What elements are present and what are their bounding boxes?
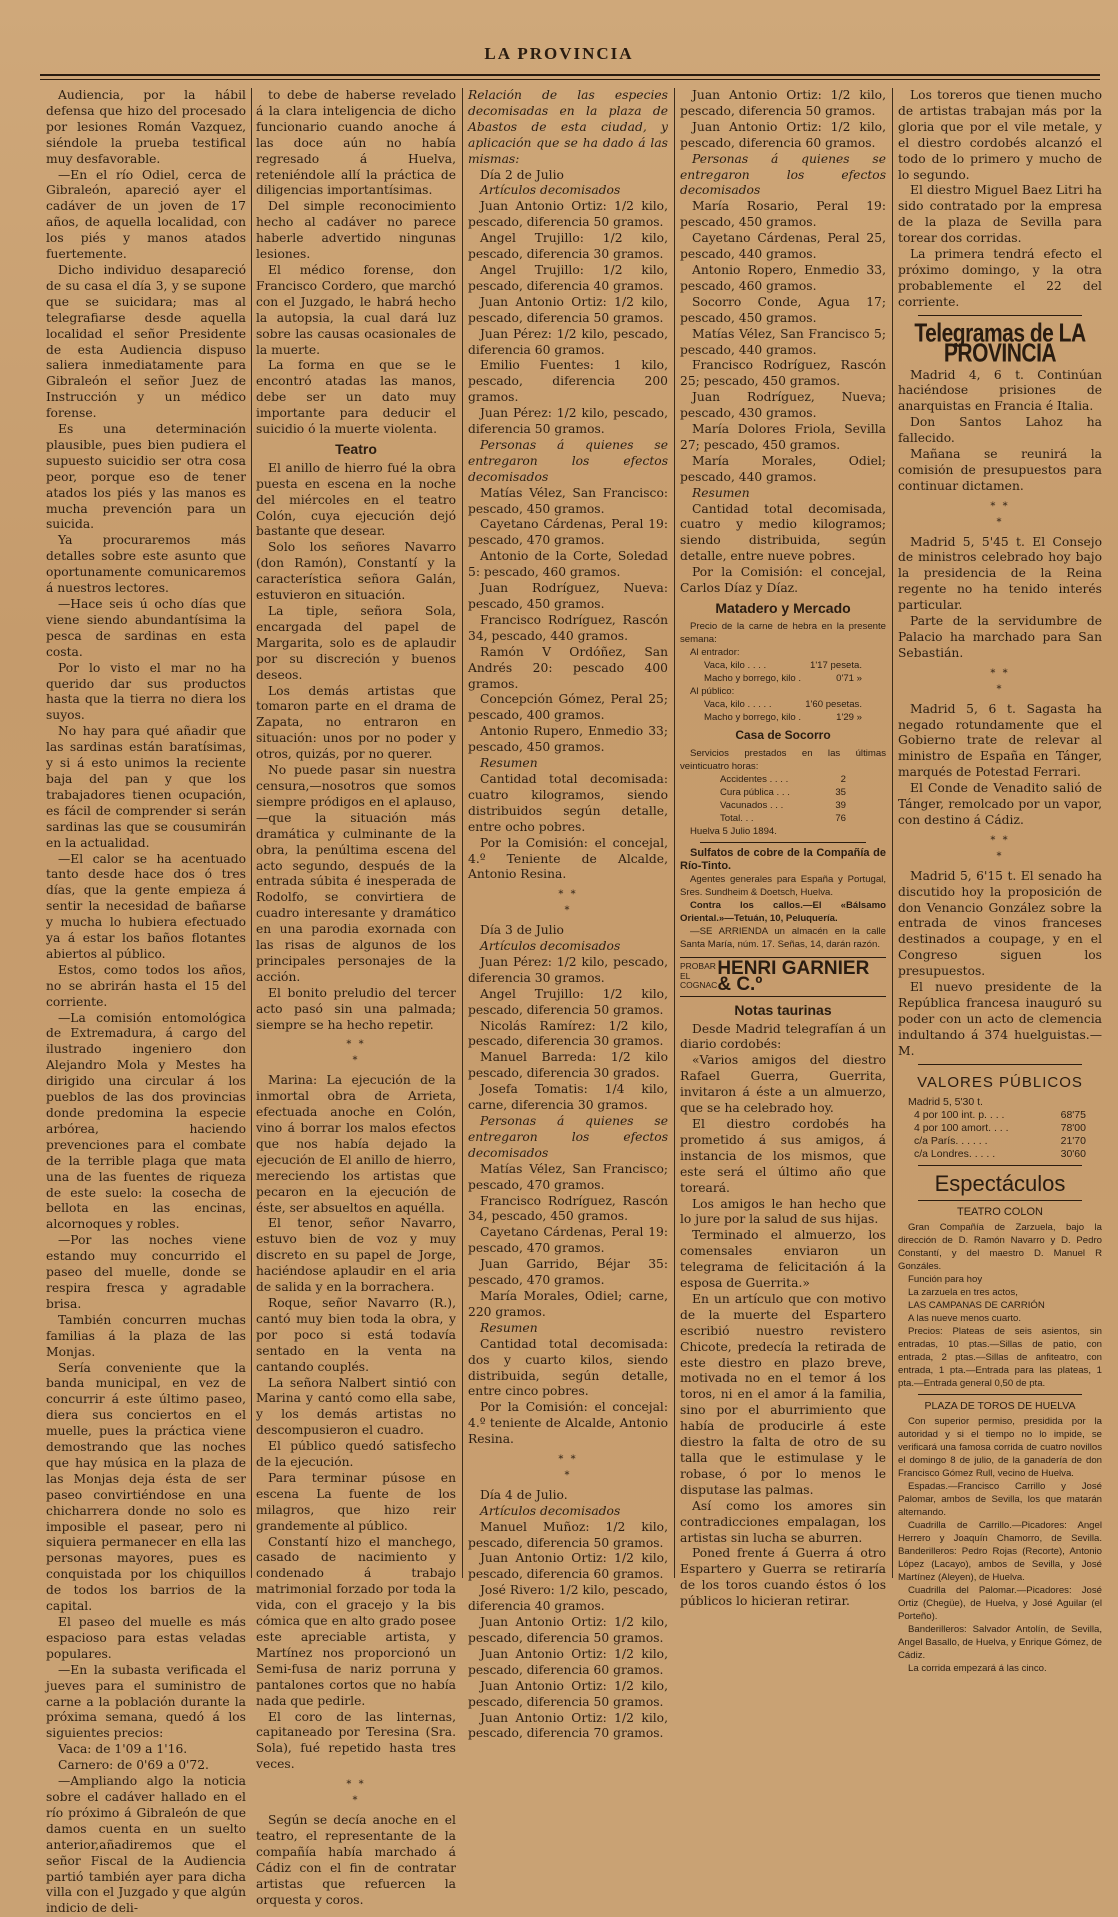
matadero-intro: Precio de la carne de hebra en la presente semana: [680, 620, 886, 645]
paragraph: —En la subasta verificada el jueves para el suministro de carne a la población durante la próxima semana, quedó á los siguientes precios: [46, 1662, 246, 1741]
list-item: Juan Pérez: 1/2 kilo, pescado, diferencia 60 gramos. [468, 326, 668, 357]
list-item: Francisco Rodríguez, Rascón 25; pescado, 450 gramos. [680, 358, 886, 389]
list-item: María Dolores Friola, Sevilla 27; pescado, 450 gramos. [680, 422, 886, 452]
paragraph: No hay para qué añadir que las sardinas están baratísimas, y si á esto unimos la reciente baja del pan y que los trabajadores tienen ocupación, es fácil de comprender si serán sardinas las que se cousumirán en la actualidad. [46, 724, 246, 850]
list-item: María Morales, Odiel; carne, 220 gramos. [468, 1288, 668, 1319]
list-item: Angel Trujillo: 1/2 kilo, pescado, diferencia 30 gramos. [468, 231, 668, 262]
row-value: 35 [835, 786, 846, 798]
divider [918, 1165, 1082, 1166]
paragraph: En un artículo que con motivo de la muerte del Espartero escribió nuestro revistero Chicote, predecía la retirada de este diestro en plazo breve, motivada no en el temor á los toros, ni en el amor á la familia, sino por el aburrimiento que había de producirle á este diestro la falta de otro de su talla que le estimulase y le robase, ó por lo menos le disputase las palmas. [680, 1291, 886, 1497]
socorro-intro: Servicios prestados en las últimas veinticuatro horas: [680, 747, 886, 772]
table-row [914, 1135, 1086, 1148]
paragraph: Del simple reconocimiento hecho al cadáver no parece haberle advertido ningunas lesiones. [256, 199, 456, 262]
article-marina [256, 1073, 456, 1773]
row-value: 39 [835, 799, 846, 811]
subheading: Personas á quienes se entregaron los efectos decomisados [680, 151, 886, 198]
row-label: Cura pública . . . [720, 786, 790, 798]
paragraph: Cuadrilla de Carrillo.—Picadores: Angel Herrero y Joaquín Chamorro, de Sevilla. Banderilleros: Pedro Rojas (Recorte), Antonio López (Lacayo), ambos de Sevilla, y José Martínez (Aleyen), de Huelva. [898, 1520, 1102, 1584]
list-item: Juan Antonio Ortiz: 1/2 kilo, pescado, diferencia 50 gramos. [468, 1678, 668, 1709]
valores-date: Madrid 5, 5'30 t. [908, 1096, 983, 1109]
row-label: 4 por 100 amort. . . . [914, 1122, 1009, 1135]
row-label: c/a Londres. . . . . [914, 1148, 996, 1161]
subheading: Resumen [692, 485, 750, 500]
list-item: José Rivero: 1/2 kilo, pescado, diferencia 40 gramos. [468, 1583, 668, 1614]
article-compania [256, 1813, 456, 1908]
paragraph: Carnero: de 0'69 a 0'72. [58, 1758, 209, 1773]
paragraph: —Por las noches viene estando muy concurrido el paseo del muelle, donde se respira fresca y agradable brisa. [46, 1233, 246, 1311]
subheading: Resumen [480, 756, 538, 771]
paragraph: El paseo del muelle es más espacioso para estas veladas populares. [46, 1615, 246, 1661]
list-item: Juan Antonio Ortiz: 1/2 kilo, pescado, diferencia 50 gramos. [468, 294, 668, 325]
list-item: Manuel Barreda: 1/2 kilo pescado, diferencia 30 grados. [468, 1050, 668, 1081]
column-2 [256, 88, 456, 1907]
paragraph: Marina: La ejecución de la inmortal obra de Arrieta, efectuada anoche en Colón, vino á borrar los malos efectos que nos había dejado la ejecución de El anillo de hierro, mereciendo los artistas que pecaron en la ejecución de éste, ser absueltos en aquélla. [256, 1073, 456, 1215]
section-heading-telegramas: Telegramas de LA PROVINCIA [914, 318, 1086, 368]
row-label: Vaca, kilo . . . . [704, 659, 767, 671]
teatro-colon-block [898, 1221, 1102, 1390]
masthead: LA PROVINCIA [484, 44, 634, 63]
section-heading-valores: VALORES PÚBLICOS [917, 1073, 1083, 1091]
signature: Por la Comisión: el concejal, Carlos Díaz y Díaz. [680, 565, 886, 596]
list-item: Antonio de la Corte, Soledad 5: pescado, 460 gramos. [468, 549, 668, 580]
socorro-total [680, 812, 886, 825]
table-row [720, 799, 846, 812]
paragraph: Terminado el almuerzo, los comensales enviaron un telegrama de felicitación á la esposa de Guerrita.» [680, 1228, 886, 1291]
separator-asterisks: * * * [990, 667, 1010, 695]
paragraph: —La comisión entomológica de Extremadura, á cargo del ilustrado ingeniero don Alejandro Mola y Mestes ha dirigido una circular á los pueblos de las dos provincias donde predomina la especie arbórea, haciendo prevenciones para el combate de la terrible plaga que mata una de las fuentes de riqueza de este suelo: la cosecha de bellota en las encinas, alcornoques y robles. [46, 1010, 246, 1232]
paragraph: El médico forense, don Francisco Cordero, que marchó con el Juzgado, le habrá hecho la autopsia, la cual dará luz sobre las causas ocasionales de la muerte. [256, 262, 456, 357]
list-item: Matías Vélez, San Francisco: pescado, 450 gramos. [468, 485, 668, 516]
list [680, 199, 886, 485]
summary: Cantidad total decomisada, cuatro y medio kilogramos; siendo distribuida, según detalle, entre nueve pobres. [680, 501, 886, 564]
row-label: c/a París. . . . . . [914, 1135, 988, 1148]
list [468, 1162, 668, 1321]
signature: Por la Comisión: el concejal, 4.º Teniente de Alcalde, Antonio Resina. [468, 835, 668, 882]
row-value: 78'00 [1060, 1122, 1086, 1135]
summary: Cantidad total decomisada: dos y cuarto kilos, siendo distribuida, según detalle, entre cinco pobres. [468, 1336, 668, 1399]
row-value: 0'71 » [836, 672, 862, 684]
paragraph: El tenor, señor Navarro, estuvo bien de voz y muy discreto en su papel de Jorge, haciéndose aplaudir en el aria de salida y en la borrachera. [256, 1216, 456, 1295]
subheading: Resumen [480, 1320, 538, 1335]
separator-asterisks: * * * [558, 1454, 578, 1481]
article-juzgado [256, 88, 456, 438]
section-heading-matadero: Matadero y Mercado [715, 600, 851, 616]
list-item: Emilio Fuentes: 1 kilo, pescado, diferencia 200 gramos. [468, 358, 668, 405]
paragraph: Función para hoy [908, 1274, 983, 1286]
ad-arrienda: —SE ARRIENDA un almacén en la calle Santa María, núm. 17. Señas, 14, darán razón. [680, 925, 886, 950]
paragraph: La primera tendrá efecto el próximo domingo, y la otra probablemente el 22 del corriente. [898, 247, 1102, 309]
separator-asterisks: * * * [558, 889, 578, 917]
telegram-3 [898, 702, 1102, 829]
list-item: Juan Pérez: 1/2 kilo, pescado, diferencia 50 gramos. [468, 406, 668, 437]
divider [918, 1394, 1082, 1395]
table-row [704, 698, 862, 711]
paragraph: Madrid 4, 6 t. Continúan haciéndose prisiones de anarquistas en Francia é Italia. [898, 367, 1102, 414]
article-toreros [898, 88, 1102, 311]
table-row [704, 659, 862, 672]
day-heading: Día 3 de Julio [480, 923, 564, 938]
paragraph: Los demás artistas que tomaron parte en el drama de Zapata, no entraron en situación: unos por no poder y otros, quizás, por no querer. [256, 683, 456, 762]
valores-table [898, 1109, 1102, 1161]
paragraph: La forma en que se le encontró atadas las manos, debe ser un dato muy importante para deducir el suicidio ó la muerte violenta. [256, 358, 456, 437]
paragraph: No puede pasar sin nuestra censura,—nosotros que somos siempre pródigos en el aplauso,—que la situación más dramática y culminante de la obra, la penúltima escena del acto segundo, después de la entrada súbita é inesperada de Rodolfo, se convirtiera de cuadro interesante y dramático en una parodia exornada con las risas de algunos de los principales personajes de la acción. [256, 763, 456, 984]
list-item: Cayetano Cárdenas, Peral 19: pescado, 470 gramos. [468, 517, 668, 548]
paragraph: Cuadrilla del Palomar.—Picadores: José Ortiz (Chegüe), de Huelva, y José Aguilar (el Porteño). [898, 1585, 1102, 1623]
row-value: 1'17 peseta. [810, 659, 862, 671]
paragraph: Vaca: de 1'09 a 1'16. [58, 1742, 188, 1757]
table-row [720, 773, 846, 786]
list-item: Manuel Muñoz: 1/2 kilo, pescado, diferencia 50 gramos. [468, 1519, 668, 1550]
paragraph: Para terminar púsose en escena La fuente de los milagros, que hizo reir grandemente al público. [256, 1470, 456, 1533]
paragraph: El nuevo presidente de la República francesa inauguró su poder con un acto de clemencia indultando á 374 huelguistas.—M. [898, 980, 1102, 1058]
row-value: 1'60 pesetas. [805, 698, 862, 710]
list-item: Nicolás Ramírez: 1/2 kilo, pescado, diferencia 30 gramos. [468, 1018, 668, 1049]
top-rule-thin [40, 79, 1100, 80]
row-value: 2 [840, 773, 846, 785]
paragraph: Es una determinación plausible, pues bien pudiera el supuesto suicidio ser otra cosa peor, porque eso de tener atados los piés y las manos es mucha prevención para un suicida. [46, 422, 246, 532]
paragraph: Banderilleros: Salvador Antolín, de Sevilla, Angel Basallo, de Huelva, y Enrique Gómez, de Cádiz. [898, 1624, 1102, 1662]
price-table [680, 659, 886, 685]
list-item: Antonio Rupero, Enmedio 33; pescado, 450 gramos. [468, 724, 668, 755]
list-item: Angel Trujillo: 1/2 kilo, pescado, diferencia 50 gramos. [468, 986, 668, 1017]
row-value: 68'75 [1060, 1109, 1086, 1122]
day-heading: Día 4 de Julio. [480, 1487, 568, 1502]
teatro-colon-heading: TEATRO COLON [957, 1206, 1043, 1219]
summary: Cantidad total decomisada: cuatro kilogramos, siendo distribuidos según detalle, entre ocho pobres. [468, 771, 668, 834]
paragraph: Así como los amores sin contradicciones empalagan, los artistas sin lucha se aburren. [680, 1498, 886, 1545]
row-value: 30'60 [1060, 1148, 1086, 1161]
table-row [704, 672, 862, 685]
list-item: Juan Rodríguez, Nueva; pescado, 430 gramos. [680, 390, 886, 421]
list-item: Juan Antonio Ortiz: 1/2 kilo, pescado, diferencia 50 gramos. [468, 1615, 668, 1645]
paragraph: Madrid 5, 5'45 t. El Consejo de ministros celebrado hoy bajo la presidencia de la Reina regente no ha tenido interés particular. [898, 534, 1102, 613]
section-heading-socorro: Casa de Socorro [735, 727, 831, 742]
paragraph: Los toreros que tienen mucho de artistas trabajan más por la gloria que por el vile metale, y el diestro cordobés alcanzó el todo de lo primero y mucho de lo segundo. [898, 88, 1102, 182]
separator-asterisks: * * * [990, 834, 1010, 862]
subheading: Artículos decomisados [480, 183, 621, 198]
list-item: Cayetano Cárdenas, Peral 19: pescado, 470 gramos. [468, 1225, 668, 1256]
paragraph: Parte de la servidumbre de Palacio ha marchado para San Sebastián. [898, 614, 1102, 660]
separator-asterisks: * * * [346, 1039, 366, 1067]
paragraph: Gran Compañía de Zarzuela, bajo la dirección de D. Ramón Navarro y D. Pedro Constantí, y del maestro D. Manuel R Gonzáles. [898, 1222, 1102, 1273]
paragraph: Poned frente á Guerra á otro Espartero y Guerra se retiraría de los toros cuando éstos ó los públicos lo hicieran retirar. [680, 1546, 886, 1609]
paragraph: Desde Madrid telegrafían á un diario cordobés: [680, 1021, 886, 1052]
paragraph: Mañana se reunirá la comisión de presupuestos para continuar dictamen. [898, 447, 1102, 493]
paragraph: La zarzuela en tres actos, [908, 1287, 1018, 1299]
ad-cognac-brand: HENRI GARNIER & C.º [717, 957, 870, 995]
list-item: Matías Vélez, San Francisco; pescado, 470 gramos. [468, 1161, 668, 1192]
section-heading-teatro: Teatro [335, 440, 377, 457]
ad-agentes: Agentes generales para España y Portugal, Sres. Sundheim & Doetsch, Huelva. [680, 873, 886, 898]
list-item: Matías Vélez, San Francisco 5; pescado, 440 gramos. [680, 326, 886, 357]
list-item: Angel Trujillo: 1/2 kilo, pescado, diferencia 40 gramos. [468, 262, 668, 293]
list-item: María Rosario, Peral 19: pescado, 450 gramos. [680, 199, 886, 230]
row-value: 21'70 [1060, 1135, 1086, 1148]
paragraph: «Varios amigos del diestro Rafael Guerra, Guerrita, invitaron á éste a un almuerzo, que se ha celebrado hoy. [680, 1053, 886, 1116]
list-item: Concepción Gómez, Peral 25; pescado, 400 gramos. [468, 692, 668, 723]
paragraph: Solo los señores Navarro (don Ramón), Constantí y la característica señora Galán, estuvieron en situación. [256, 540, 456, 603]
list-item: Socorro Conde, Agua 17; pescado, 450 gramos. [680, 294, 886, 325]
paragraph: Ya procuraremos más detalles sobre este asunto que oportunamente comunicaremos á nuestros lectores. [46, 533, 246, 596]
relacion-title: Relación de las especies decomisadas en la plaza de Abastos de esta ciudad, y aplicación que se ha dado á las mismas: [468, 88, 668, 166]
list-item: Antonio Ropero, Enmedio 33, pescado, 460 gramos. [680, 262, 886, 293]
list [468, 486, 668, 756]
row-label: Vacunados . . . [720, 799, 784, 811]
paragraph: Don Santos Lahoz ha fallecido. [898, 415, 1102, 446]
subheading: Artículos decomisados [480, 1503, 621, 1518]
list-item: Juan Rodríguez, Nueva: pescado, 450 gramos. [468, 581, 668, 611]
paragraph: Madrid 5, 6'15 t. El senado ha discutido hoy la proposición de don Venancio González sobre la entrada de vinos franceses destinados a coupage, y en el Congreso siguen los presupuestos. [898, 868, 1102, 979]
paragraph: El bonito preludio del tercer acto pasó sin una palmada; siempre se ha hecho repetir. [256, 985, 456, 1032]
divider [918, 1200, 1082, 1201]
column-divider [892, 88, 893, 1578]
paragraph: El anillo de hierro fué la obra puesta en escena en la noche del miércoles en el teatro Colón, cuya ejecución dejó bastante que desear. [256, 460, 456, 539]
matadero-block [680, 620, 886, 724]
row-value: 1'29 » [836, 711, 862, 723]
list-item: Josefa Tomatis: 1/4 kilo, carne, diferencia 30 gramos. [468, 1082, 668, 1113]
paragraph: El diestro cordobés ha prometido á sus amigos, á instancia de los mismos, que este será el último año que toreará. [680, 1116, 886, 1195]
list [468, 1520, 668, 1743]
matadero-entrador: Al entrador: [690, 646, 740, 658]
list-item: Cayetano Cárdenas, Peral 25, pescado, 440 gramos. [680, 231, 886, 262]
paragraph: —El calor se ha acentuado tanto desde hace dos ó tres días, que la gente empieza á sentir la necesidad de bañarse y mucha lo hubiera efectuado ya á estar los baños flotantes abiertos al público. [46, 851, 246, 961]
signature: Por la Comisión: el concejal: 4.º teniente de Alcalde, Antonio Resina. [468, 1400, 668, 1447]
list-item: Juan Antonio Ortiz: 1/2 kilo, pescado, diferencia 50 gramos. [468, 199, 668, 230]
list-item: Juan Pérez: 1/2 kilo, pescado, diferencia 30 gramos. [468, 954, 668, 985]
top-rule [40, 74, 1100, 76]
subheading: Artículos decomisados [480, 939, 621, 954]
ad-cognac [680, 957, 886, 997]
paragraph: Dicho individuo desapareció de su casa el día 3, y se supone que se suicidara; mas al telegrafiarse desde aquella localidad el señor Presidente de esta Audiencia dispuso saliera inmediatamente para Gibraleón el señor Juez de Instrucción y un médico forense. [46, 262, 246, 421]
list [680, 88, 886, 152]
row-label: Vaca, kilo . . . . . [704, 698, 772, 710]
paragraph: La tiple, señora Sola, encargada del papel de Margarita, solo es de aplaudir por su discreción y buenos deseos. [256, 604, 456, 682]
paragraph: A las nueve menos cuarto. [908, 1313, 1022, 1325]
section-heading-taurinas: Notas taurinas [734, 1001, 832, 1018]
divider [918, 315, 1082, 316]
divider [700, 842, 866, 843]
socorro-block [680, 747, 886, 838]
paragraph: El coro de las linternas, capitaneado por Teresina (Sra. Sola), fué repetido hasta tres veces. [256, 1709, 456, 1772]
day-heading: Día 2 de Julio [480, 167, 564, 182]
row-label: Macho y borrego, kilo . [704, 711, 802, 723]
paragraph: Roque, señor Navarro (R.), cantó muy bien toda la obra, y por poco si está todavía sentado en la venta na cantando couplés. [256, 1295, 456, 1374]
paragraph: Estos, como todos los años, no se abrirán hasta el 15 del corriente. [46, 962, 246, 1009]
paragraph: Según se decía anoche en el teatro, el representante de la compañía había marchado á Cádiz con el fin de contratar artistas que refuercen la orquesta y coros. [256, 1812, 456, 1907]
separator-asterisks: * * * [346, 1779, 366, 1807]
list-item: Juan Antonio Ortiz: 1/2 kilo, pescado, diferencia 60 gramos. [680, 119, 886, 150]
section-heading-espectaculos: Espectáculos [934, 1171, 1066, 1197]
column-divider [674, 88, 675, 1578]
matadero-publico: Al público: [690, 685, 735, 697]
table-row [914, 1109, 1086, 1122]
paragraph: El público quedó satisfecho de la ejecución. [256, 1439, 456, 1470]
separator-asterisks: * * * [990, 500, 1010, 528]
telegram-1 [898, 368, 1102, 495]
telegram-2 [898, 535, 1102, 662]
list-item: María Morales, Odiel; pescado, 440 gramos. [680, 453, 886, 484]
paragraph: —En el río Odiel, cerca de Gibraleón, apareció ayer el cadáver de un joven de 17 años, de aquella localidad, con los piés y manos atados fuertemente. [46, 167, 246, 262]
table-row [914, 1122, 1086, 1135]
column-divider [251, 88, 252, 1578]
ad-sulfatos: Sulfatos de cobre de la Compañía de Río-Tinto. [680, 846, 886, 872]
row-label: Macho y borrego, kilo . [704, 672, 802, 684]
list [468, 955, 668, 1114]
subheading: Personas á quienes se entregaron los efectos decomisados [468, 437, 668, 484]
telegram-4 [898, 869, 1102, 1060]
paragraph: La señora Nalbert sintió con Marina y cantó como ella sabe, y los demás artistas no descompusieron el cuadro. [256, 1375, 456, 1438]
paragraph: Precios: Plateas de seis asientos, sin entradas, 10 ptas.—Sillas de patio, con entrada, 2 ptas.—Sillas de anfiteatro, con entrada, 1 pta.—Entrada para las plateas, 1 pta.—Entrada general 0,50 de pta. [898, 1326, 1102, 1390]
row-label: 4 por 100 int. p. . . . [914, 1109, 1005, 1122]
list-item: Francisco Rodríguez, Rascón 34, pescado, 440 gramos. [468, 612, 668, 643]
ad-cognac-left: PROBAR EL COGNAC [680, 961, 718, 991]
list-item: Francisco Rodríguez, Rascón 34, pescado, 450 gramos. [468, 1193, 668, 1224]
plaza-toros-heading: PLAZA DE TOROS DE HUELVA [924, 1400, 1076, 1413]
list-item: Juan Antonio Ortiz: 1/2 kilo, pescado, diferencia 60 gramos. [468, 1646, 668, 1677]
paragraph: Sería conveniente que la banda municipal, en vez de concurrir á este último paseo, diera sus conciertos en el muelle, pues la práctica viene demostrando que las noches que hay música en la plaza de las Monjas deja ésta de ser paseo convirtiéndose en una chicharrera donde no solo es imposible el pasear, pero ni siquiera permanecer en ella las personas mayores, pues es conquistada por los chiquillos de todos los barrios de la capital. [46, 1360, 246, 1614]
table-row [704, 711, 862, 724]
list-item: Juan Antonio Ortiz: 1/2 kilo, pescado, diferencia 70 gramos. [468, 1710, 668, 1741]
paragraph: to debe de haberse revelado á la clara inteligencia de dicho funcionario cuando anoche á las doce aún no había regresado á Huelva, reteniéndole allí la práctica de diligencias importantísimas. [256, 88, 456, 198]
valores-block [898, 1096, 1102, 1161]
column-divider [462, 88, 463, 1578]
paragraph: Audiencia, por la hábil defensa que hizo del procesado por lesiones Román Vazquez, siéndole la prueba testifical muy desfavorable. [46, 88, 246, 166]
paragraph: Los amigos le han hecho que lo jure por la salud de sus hijas. [680, 1196, 886, 1227]
paragraph: También concurren muchas familias á la plaza de las Monjas. [46, 1312, 246, 1359]
paragraph: El diestro Miguel Baez Litri ha sido contratado por la empresa de la plaza de Sevilla para torear dos corridas. [898, 183, 1102, 246]
table-row [914, 1148, 1086, 1161]
price-table [680, 698, 886, 724]
article-teatro [256, 461, 456, 1034]
paragraph: Por lo visto el mar no ha querido dar sus productos hasta que la tierra no diera los suyos. [46, 660, 246, 723]
paragraph: —Hace seis ú ocho días que viene siendo abundantísima la pesca de sardinas en esta costa. [46, 597, 246, 659]
socorro-date: Huelva 5 Julio 1894. [690, 825, 777, 837]
article-taurinas [680, 1022, 886, 1611]
column-4 [680, 88, 886, 1609]
total-value: 76 [835, 812, 846, 824]
total-label: Total. . . [720, 812, 754, 824]
paragraph: El Conde de Venadito salió de Tánger, remolcado por un vapor, con destino á Cádiz. [898, 781, 1102, 827]
column-3 [468, 88, 668, 1741]
paragraph: La corrida empezará á las cinco. [908, 1663, 1047, 1675]
column-5 [898, 88, 1102, 1675]
paragraph: Constantí hizo el manchego, casado de nacimiento y condenado á trabajo matrimonial forzado por toda la vida, con el gracejo y la bis cómica que en alto grado posee este apreciable artista, y Martínez nos proporcionó un Semi-fusa de nariz porruna y pantalones cortos que no había nada que pedirle. [256, 1534, 456, 1708]
ad-callos: Contra los callos.—El «Bálsamo Oriental.»—Tetuán, 10, Peluquería. [680, 899, 886, 924]
socorro-table [680, 773, 886, 812]
paragraph: Madrid 5, 6 t. Sagasta ha negado rotundamente que el Gobierno trate de relevar al ministro de España en Tánger, marqués de Potestad Ferrari. [898, 701, 1102, 780]
paragraph: —Ampliando algo la noticia sobre el cadáver hallado en el río próximo á Gibraleón de que damos cuenta en un suelto anterior,añadiremos que el señor Fiscal de la Audiencia partió también ayer para dicha villa con el Juzgado y que algún indicio de deli- [46, 1774, 246, 1916]
list-item: Juan Antonio Ortiz: 1/2 kilo, pescado, diferencia 60 gramos. [468, 1551, 668, 1582]
paragraph: Espadas.—Francisco Carrillo y José Palomar, ambos de Sevilla, los que matarán alternando. [898, 1481, 1102, 1519]
list-item: Juan Antonio Ortiz: 1/2 kilo, pescado, diferencia 50 gramos. [680, 88, 886, 118]
paragraph: LAS CAMPANAS DE CARRIÓN [908, 1300, 1045, 1312]
row-label: Accidentes . . . . [720, 773, 789, 785]
table-row [720, 786, 846, 799]
plaza-toros-block [898, 1415, 1102, 1675]
paragraph: Con superior permiso, presidida por la autoridad y si el tiempo no lo impide, se verificará una famosa corrida de cuatro novillos el domingo 8 de julio, de la ganadería de don Francisco Gómez Rull, vecino de Huelva. [898, 1416, 1102, 1480]
list [468, 199, 668, 438]
ads-block [680, 847, 886, 951]
column-1 [46, 88, 246, 1916]
subheading: Personas á quienes se entregaron los efectos decomisados [468, 1114, 668, 1160]
list-item: Ramón V Ordóñez, San Andrés 20: pescado 400 gramos. [468, 644, 668, 691]
divider [918, 1064, 1082, 1065]
list-item: Juan Garrido, Béjar 35: pescado, 470 gramos. [468, 1257, 668, 1288]
